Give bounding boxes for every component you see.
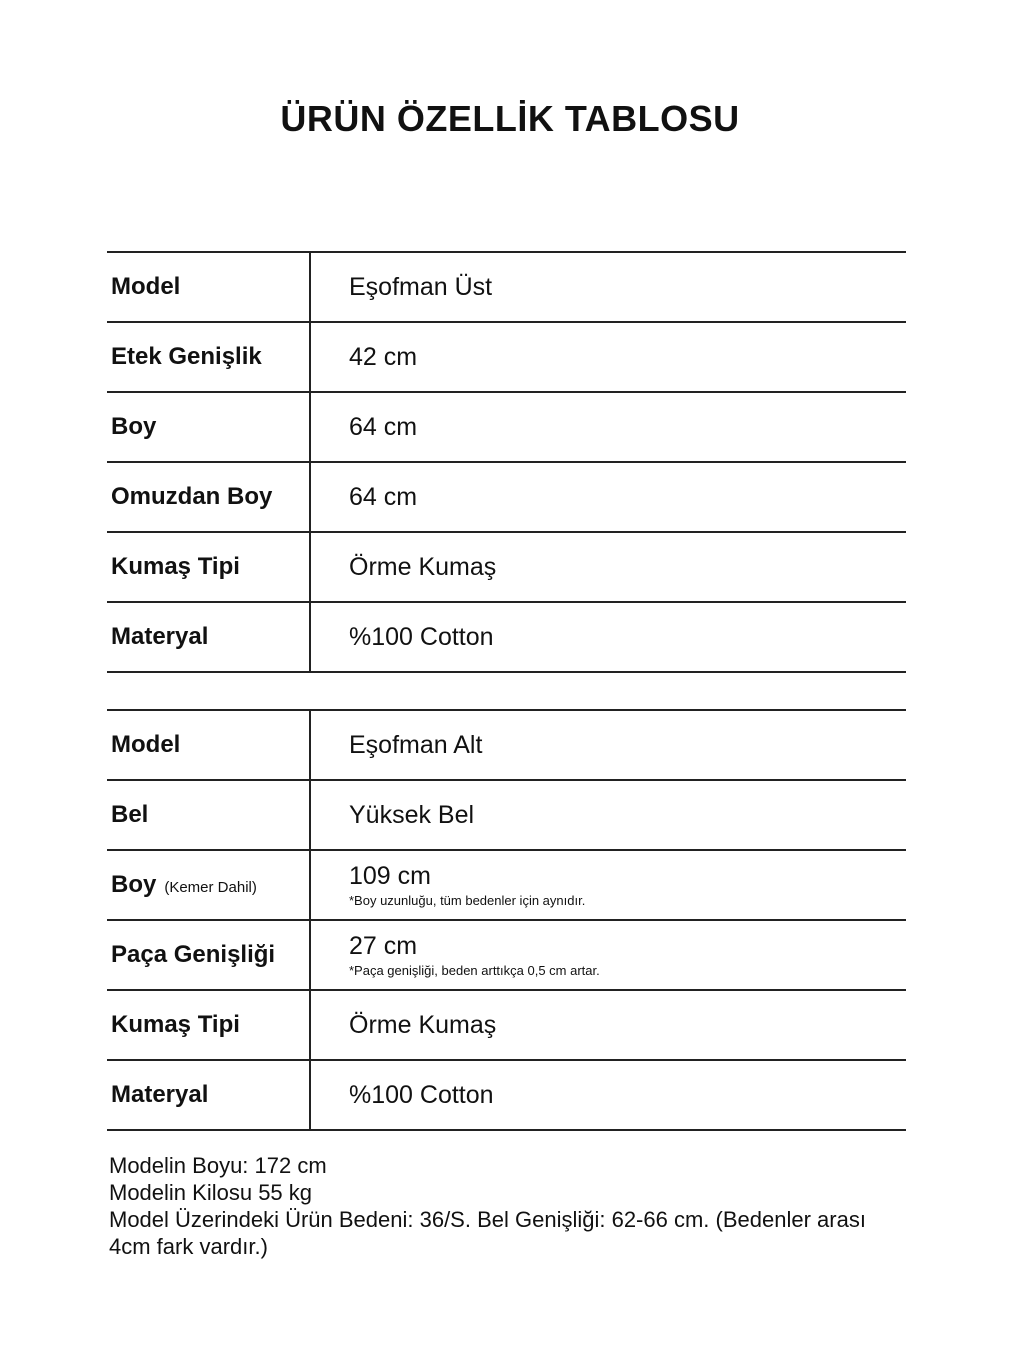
row-value: Örme Kumaş <box>349 552 497 581</box>
row-value: 42 cm <box>349 342 418 371</box>
row-label: Model <box>111 273 181 300</box>
row-value: Yüksek Bel <box>349 800 475 829</box>
row-label: Materyal <box>111 1081 209 1108</box>
row-value: 27 cm *Paça genişliği, beden arttıkça 0,5 cm artar. <box>349 932 600 978</box>
table-row <box>107 391 906 461</box>
row-label: Kumaş Tipi <box>111 553 240 580</box>
table-row <box>107 321 906 391</box>
model-info <box>109 1152 899 1260</box>
row-value: Eşofman Alt <box>349 730 483 759</box>
table-row <box>107 461 906 531</box>
table-row <box>107 849 906 919</box>
row-label: Omuzdan Boy <box>111 483 273 510</box>
row-value: 64 cm <box>349 412 418 441</box>
row-label: Etek Genişlik <box>111 343 262 370</box>
table-row <box>107 531 906 601</box>
row-value: %100 Cotton <box>349 622 494 651</box>
row-value: 109 cm *Boy uzunluğu, tüm bedenler için aynıdır. <box>349 862 586 908</box>
table-row <box>107 709 906 779</box>
row-label-sub: (Kemer Dahil) <box>164 878 257 896</box>
bottom-spec-table <box>107 709 906 1131</box>
model-size-info: Model Üzerindeki Ürün Bedeni: 36/S. Bel Genişliği: 62-66 cm. (Bedenler arası 4cm fark vardır.) <box>109 1207 866 1259</box>
row-label: Paça Genişliği <box>111 941 276 968</box>
row-value: Eşofman Üst <box>349 272 493 301</box>
top-spec-table <box>107 251 906 673</box>
table-row <box>107 1059 906 1131</box>
row-label: Bel <box>111 801 149 828</box>
table-row <box>107 251 906 321</box>
row-note: *Paça genişliği, beden arttıkça 0,5 cm artar. <box>349 963 600 978</box>
row-label: Boy <box>111 413 157 440</box>
row-value: 64 cm <box>349 482 418 511</box>
table-row <box>107 779 906 849</box>
page-title: ÜRÜN ÖZELLİK TABLOSU <box>280 98 740 139</box>
row-label: Boy (Kemer Dahil) <box>111 871 257 898</box>
model-height: Modelin Boyu: 172 cm <box>109 1153 327 1178</box>
row-value: %100 Cotton <box>349 1080 494 1109</box>
row-label: Model <box>111 731 181 758</box>
row-label: Materyal <box>111 623 209 650</box>
row-note: *Boy uzunluğu, tüm bedenler için aynıdır. <box>349 893 586 908</box>
row-value: Örme Kumaş <box>349 1010 497 1039</box>
table-row <box>107 989 906 1059</box>
model-weight: Modelin Kilosu 55 kg <box>109 1180 313 1205</box>
table-row <box>107 919 906 989</box>
row-label: Kumaş Tipi <box>111 1011 240 1038</box>
table-row <box>107 601 906 673</box>
